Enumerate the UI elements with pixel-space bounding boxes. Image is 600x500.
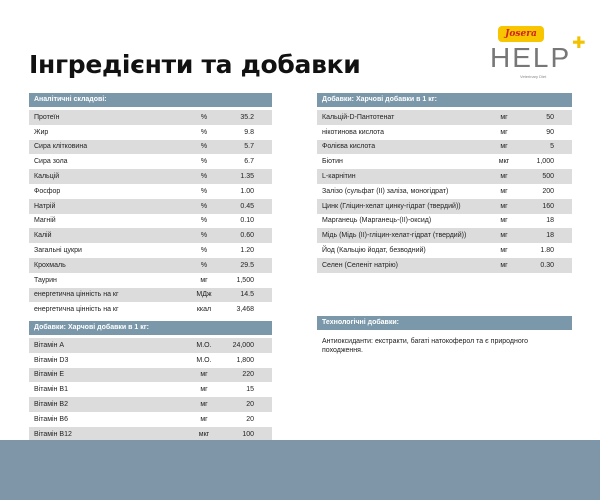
table-row [29,154,272,169]
plus-icon: ✚ [572,35,586,52]
footer-bar [0,440,600,500]
row-name: Марганець (Марганець-(II)-оксид) [322,217,432,225]
row-value: 18 [546,217,554,225]
row-unit: % [200,217,208,225]
page-title: Інгредієнти та добавки [29,50,361,79]
table-row [317,140,572,155]
logo-tagline: Veterinary Diet [520,74,547,79]
row-unit: % [200,143,208,151]
row-unit: мг [500,143,508,151]
table-row [29,214,272,229]
row-value: 14.5 [240,291,254,299]
row-name: енергетична цінність на кг [34,291,119,299]
table-row [317,243,572,258]
row-name: Цинк (Гліцин-хелат цинку-гідрат (твердий)) [322,202,461,210]
row-unit: МДж [196,291,212,299]
technological-section [317,316,572,359]
additives-table [317,93,572,273]
row-value: 50 [546,113,554,121]
row-name: Вітамін B1 [34,386,68,394]
row-unit: % [200,113,208,121]
row-name: Біотин [322,158,343,166]
table-row [29,368,272,383]
row-unit: % [200,128,208,136]
row-unit: % [200,261,208,269]
row-name: Вітамін D3 [34,356,69,364]
row-unit: ккал [196,306,212,314]
table-row [317,199,572,214]
table-row [29,397,272,412]
row-name: Вітамін A [34,341,65,349]
table-row [317,184,572,199]
table-row [29,228,272,243]
help-logo-text: HELP [490,42,572,73]
row-name: Фолієва кислота [322,143,376,151]
row-unit: % [200,247,208,255]
row-unit: М.О. [196,341,212,349]
row-unit: % [200,232,208,240]
row-unit: % [200,158,208,166]
row-value: 1,800 [236,356,254,364]
row-unit: мг [200,276,208,284]
technological-header: Технологічні добавки: [317,316,572,330]
table-row [29,184,272,199]
analytical-table [29,93,272,317]
row-name: Залізо (сульфат (II) заліза, моногідрат) [322,187,449,195]
row-value: 20 [246,415,254,423]
row-value: 24,000 [232,341,254,349]
table-row [29,169,272,184]
vitamins-table [29,321,272,442]
table-row [29,140,272,155]
row-name: Таурин [34,276,57,284]
row-name: енергетична цінність на кг [34,306,119,314]
row-value: 100 [242,430,254,438]
row-unit: мг [200,371,208,379]
row-value: 6.7 [244,158,254,166]
row-value: 200 [542,187,554,195]
row-value: 1.35 [240,173,254,181]
row-value: 1,500 [236,276,254,284]
row-unit: мг [200,401,208,409]
row-value: 20 [246,401,254,409]
table-row [29,288,272,303]
table-row [317,125,572,140]
table-row [29,243,272,258]
row-value: 5.7 [244,143,254,151]
row-name: нікотинова кислота [322,128,385,136]
table-row [317,258,572,273]
row-name: Вітамін B6 [34,415,68,423]
row-unit: М.О. [196,356,212,364]
row-value: 5 [550,143,554,151]
josera-help-logo [490,26,590,79]
row-value: 220 [242,371,254,379]
row-unit: мг [200,415,208,423]
help-logo [490,35,586,73]
row-unit: мг [500,247,508,255]
analytical-header: Аналітичні складові: [29,93,272,107]
table-row [317,228,572,243]
row-name: Йод (Кальцію йодат, безводний) [322,247,426,255]
row-value: 0.45 [240,202,254,210]
row-value: 15 [246,386,254,394]
row-name: Селен (Селеніт натрію) [322,261,398,269]
row-value: 90 [546,128,554,136]
row-name: Кальцій-D-Пантотенат [322,113,395,121]
table-row [317,169,572,184]
table-row [29,412,272,427]
row-unit: мкг [198,430,210,438]
row-name: Вітамін B12 [34,430,72,438]
row-value: 35.2 [240,113,254,121]
row-value: 18 [546,232,554,240]
row-name: Фосфор [34,187,61,195]
table-row [29,273,272,288]
row-unit: мкг [498,158,510,166]
table-row [29,338,272,353]
row-unit: % [200,187,208,195]
row-name: Протеїн [34,113,60,121]
additives-header: Добавки: Харчові добавки в 1 кг: [317,93,572,107]
row-name: Калій [34,232,52,240]
row-name: Магній [34,217,56,225]
table-row [29,302,272,317]
row-unit: мг [500,217,508,225]
row-unit: мг [500,173,508,181]
row-unit: мг [500,232,508,240]
technological-text: Антиоксиданти: екстракти, багаті натокоферол та є природного походження. [322,338,529,354]
table-row [317,154,572,169]
row-unit: % [200,173,208,181]
row-value: 500 [542,173,554,181]
row-name: Мідь (Мідь (II)-гліцин-хелат-гідрат (твердий)) [322,232,467,240]
row-name: L-карнітин [322,173,356,181]
vitamins-header: Добавки: Харчові добавки в 1 кг: [29,321,272,335]
row-unit: мг [200,386,208,394]
row-value: 0.60 [240,232,254,240]
row-value: 1.20 [240,247,254,255]
row-name: Сира зола [34,158,68,166]
row-unit: мг [500,128,508,136]
row-value: 1,000 [536,158,554,166]
table-row [29,258,272,273]
row-value: 9.8 [244,128,254,136]
row-value: 29.5 [240,261,254,269]
row-name: Загальні цукри [34,247,82,255]
table-row [29,199,272,214]
row-unit: мг [500,187,508,195]
table-row [29,382,272,397]
row-name: Кальцій [34,173,60,181]
josera-logo: Josera [498,26,544,42]
row-value: 1.00 [240,187,254,195]
table-row [317,214,572,229]
row-value: 160 [542,202,554,210]
row-value: 0.30 [540,261,554,269]
table-row [29,110,272,125]
row-name: Вітамін B2 [34,401,68,409]
row-value: 0.10 [240,217,254,225]
row-unit: % [200,202,208,210]
row-unit: мг [500,261,508,269]
row-name: Сира клітковина [34,143,88,151]
row-unit: мг [500,202,508,210]
row-unit: мг [500,113,508,121]
table-row [29,125,272,140]
row-name: Натрій [34,202,56,210]
row-name: Жир [34,128,49,136]
table-row [317,110,572,125]
row-value: 3,468 [236,306,254,314]
row-value: 1.80 [540,247,554,255]
row-name: Вітамін E [34,371,65,379]
table-row [29,353,272,368]
row-name: Крохмаль [34,261,66,269]
